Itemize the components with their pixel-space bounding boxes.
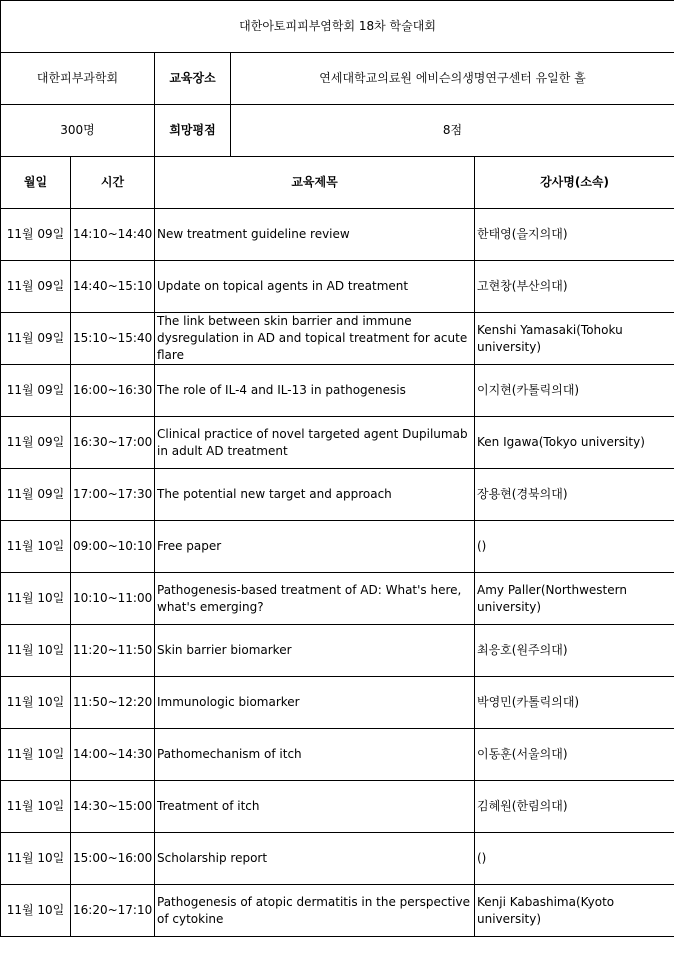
session-time: 11:20~11:50 <box>71 625 155 677</box>
session-date: 11월 10일 <box>1 781 71 833</box>
header-row <box>1 157 674 209</box>
table-row <box>1 261 674 313</box>
session-date: 11월 10일 <box>1 729 71 781</box>
session-date: 11월 09일 <box>1 261 71 313</box>
table-row <box>1 365 674 417</box>
session-lecturer: 고현창(부산의대) <box>475 261 674 313</box>
points: 8점 <box>231 105 674 157</box>
venue-label: 교육장소 <box>155 53 231 105</box>
session-date: 11월 10일 <box>1 677 71 729</box>
session-date: 11월 09일 <box>1 209 71 261</box>
session-lecturer: () <box>475 833 674 885</box>
session-time: 17:00~17:30 <box>71 469 155 521</box>
session-time: 14:30~15:00 <box>71 781 155 833</box>
session-subject: Scholarship report <box>155 833 475 885</box>
session-lecturer: () <box>475 521 674 573</box>
session-lecturer: 이지현(카톨릭의대) <box>475 365 674 417</box>
session-lecturer: Ken Igawa(Tokyo university) <box>475 417 674 469</box>
session-date: 11월 10일 <box>1 521 71 573</box>
session-subject: The potential new target and approach <box>155 469 475 521</box>
session-date: 11월 10일 <box>1 625 71 677</box>
table-row <box>1 781 674 833</box>
session-subject: Free paper <box>155 521 475 573</box>
venue-row <box>1 53 674 105</box>
session-subject: Skin barrier biomarker <box>155 625 475 677</box>
session-time: 16:00~16:30 <box>71 365 155 417</box>
session-time: 11:50~12:20 <box>71 677 155 729</box>
session-lecturer: 한태영(을지의대) <box>475 209 674 261</box>
session-date: 11월 10일 <box>1 573 71 625</box>
session-time: 14:40~15:10 <box>71 261 155 313</box>
session-time: 16:20~17:10 <box>71 885 155 937</box>
session-time: 09:00~10:10 <box>71 521 155 573</box>
points-label: 희망평점 <box>155 105 231 157</box>
session-subject: Pathogenesis-based treatment of AD: What's here, what's emerging? <box>155 573 475 625</box>
session-date: 11월 09일 <box>1 365 71 417</box>
table-row <box>1 469 674 521</box>
session-lecturer: Amy Paller(Northwestern university) <box>475 573 674 625</box>
session-lecturer: 최응호(원주의대) <box>475 625 674 677</box>
session-subject: Immunologic biomarker <box>155 677 475 729</box>
session-subject: Clinical practice of novel targeted agent Dupilumab in adult AD treatment <box>155 417 475 469</box>
session-lecturer: Kenshi Yamasaki(Tohoku university) <box>475 313 674 365</box>
session-date: 11월 09일 <box>1 417 71 469</box>
session-date: 11월 09일 <box>1 313 71 365</box>
table-row <box>1 885 674 937</box>
session-date: 11월 09일 <box>1 469 71 521</box>
session-subject: The link between skin barrier and immune dysregulation in AD and topical treatment for acute flare <box>155 313 475 365</box>
session-time: 14:10~14:40 <box>71 209 155 261</box>
header-lecturer: 강사명(소속) <box>475 157 674 209</box>
session-lecturer: 이동훈(서울의대) <box>475 729 674 781</box>
session-subject: New treatment guideline review <box>155 209 475 261</box>
session-subject: Treatment of itch <box>155 781 475 833</box>
table-row <box>1 209 674 261</box>
event-title: 대한아토피피부염학회 18차 학술대회 <box>1 1 674 53</box>
session-time: 15:10~15:40 <box>71 313 155 365</box>
table-row <box>1 313 674 365</box>
session-subject: Pathomechanism of itch <box>155 729 475 781</box>
header-time: 시간 <box>71 157 155 209</box>
capacity-row <box>1 105 674 157</box>
capacity: 300명 <box>1 105 155 157</box>
session-date: 11월 10일 <box>1 885 71 937</box>
session-time: 15:00~16:00 <box>71 833 155 885</box>
table-row <box>1 833 674 885</box>
session-date: 11월 10일 <box>1 833 71 885</box>
header-subject: 교육제목 <box>155 157 475 209</box>
session-subject: The role of IL-4 and IL-13 in pathogenesis <box>155 365 475 417</box>
table-row <box>1 417 674 469</box>
venue: 연세대학교의료원 에비슨의생명연구센터 유일한 홀 <box>231 53 674 105</box>
table-row <box>1 521 674 573</box>
table-row <box>1 625 674 677</box>
table-row <box>1 677 674 729</box>
session-lecturer: 김혜원(한림의대) <box>475 781 674 833</box>
table-row <box>1 573 674 625</box>
header-date: 월일 <box>1 157 71 209</box>
session-time: 10:10~11:00 <box>71 573 155 625</box>
session-subject: Update on topical agents in AD treatment <box>155 261 475 313</box>
session-lecturer: Kenji Kabashima(Kyoto university) <box>475 885 674 937</box>
session-lecturer: 장용현(경북의대) <box>475 469 674 521</box>
title-row <box>1 1 674 53</box>
session-lecturer: 박영민(카톨릭의대) <box>475 677 674 729</box>
session-time: 14:00~14:30 <box>71 729 155 781</box>
organizer: 대한피부과학회 <box>1 53 155 105</box>
session-time: 16:30~17:00 <box>71 417 155 469</box>
table-row <box>1 729 674 781</box>
session-subject: Pathogenesis of atopic dermatitis in the perspective of cytokine <box>155 885 475 937</box>
